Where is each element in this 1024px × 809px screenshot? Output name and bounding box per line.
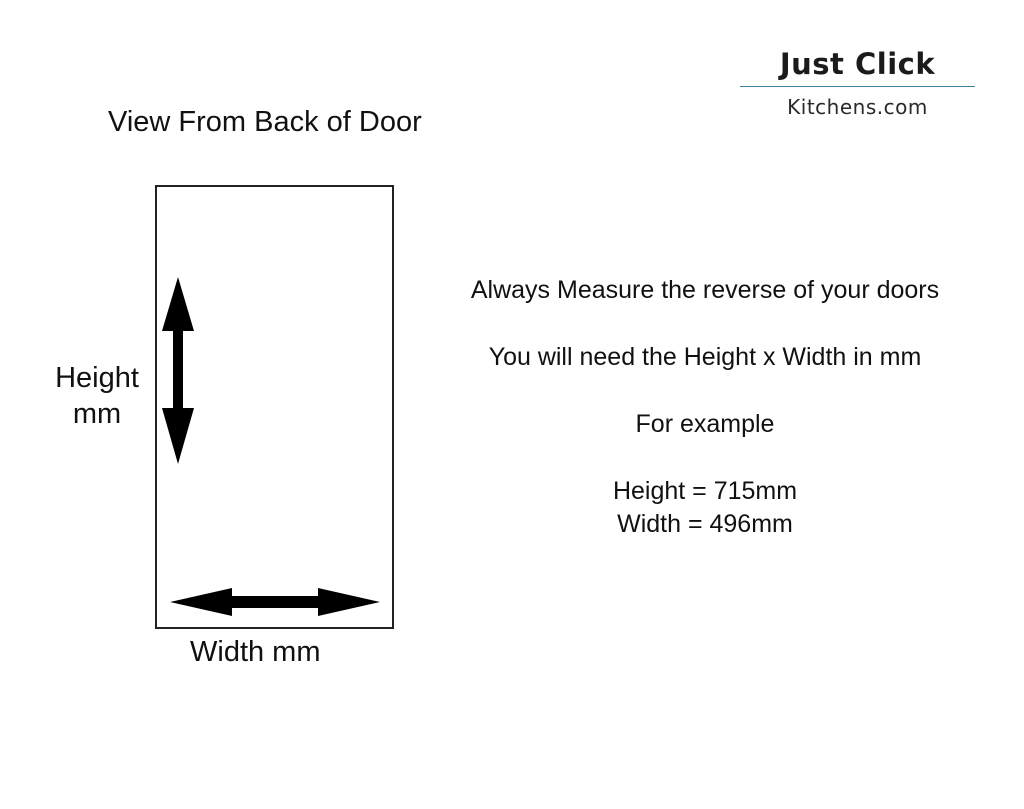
height-label (42, 360, 152, 432)
instruction-need-dimensions: You will need the Height x Width in mm (488, 343, 922, 371)
example-width-value: Width = 496mm (617, 510, 793, 538)
height-label-word: Height (55, 362, 139, 394)
logo-wordmark-bottom: Kitchens.com (787, 95, 928, 119)
instruction-example-heading: For example (635, 410, 775, 438)
height-label-unit: mm (72, 398, 122, 430)
example-height-value: Height = 715mm (612, 477, 798, 505)
width-label: Width mm (190, 636, 321, 668)
door-outline (156, 186, 393, 628)
diagram-title: View From Back of Door (108, 106, 422, 138)
measurement-instructions (430, 274, 980, 541)
logo-wordmark-top: Just Click (779, 47, 936, 81)
instruction-measure-reverse: Always Measure the reverse of your doors (470, 276, 940, 304)
